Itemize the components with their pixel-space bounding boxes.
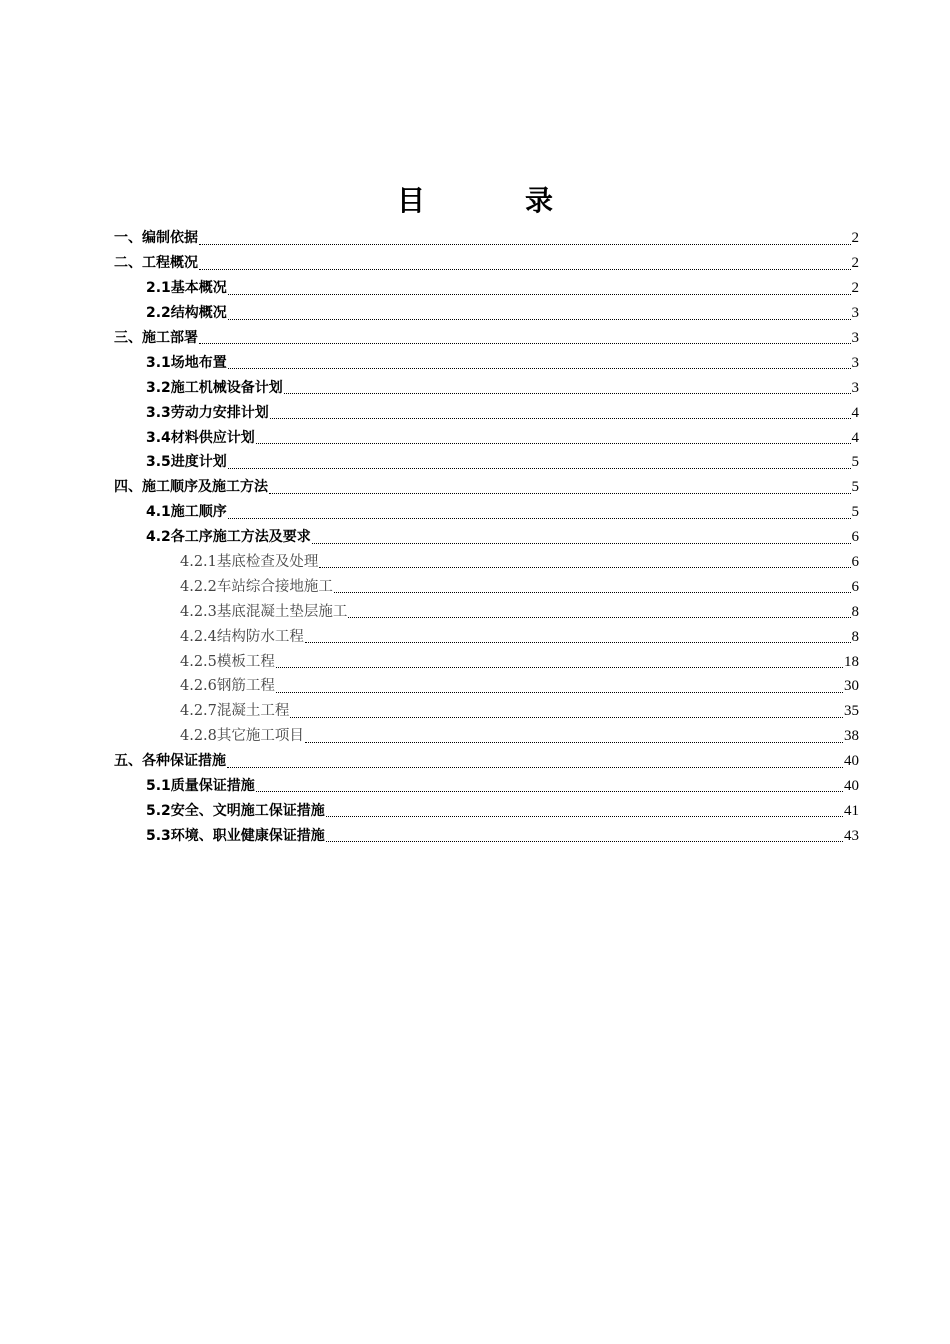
toc-page-number: 3 [851, 305, 859, 322]
toc-dot-leader [284, 393, 851, 394]
toc-entry[interactable] [0, 276, 950, 301]
toc-dot-leader [270, 418, 851, 419]
toc-page-number: 41 [844, 802, 859, 819]
toc-page-number: 5 [851, 479, 859, 496]
toc-dot-leader [228, 368, 851, 369]
toc-entry-label: 2.2结构概况 [146, 305, 227, 322]
toc-dot-leader [199, 269, 851, 270]
toc-page-number: 2 [851, 230, 859, 247]
toc-dot-leader [276, 667, 843, 668]
toc-entry[interactable] [0, 375, 950, 400]
toc-page-number: 2 [851, 280, 859, 297]
toc-entry[interactable] [0, 774, 950, 799]
toc-entry-label: 一、编制依据 [114, 230, 198, 247]
toc-entry-label: 3.5进度计划 [146, 454, 227, 471]
toc-entry[interactable] [0, 823, 950, 848]
toc-page-number: 5 [851, 504, 859, 521]
toc-entry-label: 五、各种保证措施 [114, 753, 226, 770]
toc-entry-label: 3.4材料供应计划 [146, 429, 255, 446]
toc-entry[interactable] [0, 550, 950, 575]
toc-entry[interactable] [0, 475, 950, 500]
toc-entry-label: 三、施工部署 [114, 330, 198, 346]
toc-entry-label: 4.2.8其它施工项目 [180, 728, 304, 745]
toc-entry-label: 3.2施工机械设备计划 [146, 379, 283, 396]
toc-entry[interactable] [0, 749, 950, 774]
toc-entry[interactable] [0, 525, 950, 550]
toc-dot-leader [269, 493, 851, 494]
toc-page-number: 5 [851, 454, 859, 471]
toc-page-number: 2 [851, 255, 859, 272]
toc-page-number: 6 [851, 529, 859, 546]
toc-entry[interactable] [0, 301, 950, 326]
toc-entry[interactable] [0, 350, 950, 375]
toc-entry-label: 4.2.3基底混凝土垫层施工 [180, 603, 348, 620]
toc-dot-leader [276, 692, 843, 693]
toc-dot-leader [290, 717, 843, 718]
toc-dot-leader [348, 617, 850, 618]
toc-entry[interactable] [0, 400, 950, 425]
toc-dot-leader [227, 767, 843, 768]
toc-dot-leader [228, 294, 851, 295]
toc-dot-leader [334, 592, 851, 593]
toc-entry[interactable] [0, 599, 950, 624]
toc-page-number: 8 [851, 628, 859, 645]
toc-entry-label: 4.2.1基底检查及处理 [180, 554, 319, 571]
toc-entry-label: 4.1施工顺序 [146, 504, 227, 521]
toc-page-number: 3 [851, 354, 859, 371]
toc-entry-label: 2.1基本概况 [146, 280, 227, 297]
toc-entry[interactable] [0, 624, 950, 649]
toc-page-number: 4 [851, 404, 859, 421]
toc-dot-leader [228, 319, 851, 320]
toc-entry-label: 二、工程概况 [114, 255, 198, 272]
toc-entry[interactable] [0, 251, 950, 276]
toc-entry[interactable] [0, 649, 950, 674]
page-title: 目 录 [396, 184, 589, 217]
toc-entry-label: 4.2.6钢筋工程 [180, 678, 275, 695]
toc-page-number: 18 [844, 653, 859, 670]
toc-page-number: 40 [844, 753, 859, 770]
toc-entry[interactable] [0, 226, 950, 251]
toc-entry-label: 3.1场地布置 [146, 354, 227, 371]
toc-entry[interactable] [0, 699, 950, 724]
toc-page-number: 38 [844, 728, 859, 745]
toc-entry[interactable] [0, 798, 950, 823]
toc-page-number: 3 [851, 330, 859, 346]
toc-entry[interactable] [0, 326, 950, 351]
toc-page-number: 6 [851, 578, 859, 595]
toc-entry[interactable] [0, 724, 950, 749]
toc-entry[interactable] [0, 425, 950, 450]
toc-entry-label: 4.2.4结构防水工程 [180, 628, 304, 645]
toc-entry-label: 四、施工顺序及施工方法 [114, 479, 268, 496]
toc-dot-leader [199, 343, 851, 344]
toc-entry[interactable] [0, 674, 950, 699]
toc-dot-leader [228, 468, 851, 469]
toc-dot-leader [326, 841, 843, 842]
toc-page-number: 6 [851, 554, 859, 571]
toc-entry-label: 4.2各工序施工方法及要求 [146, 529, 311, 546]
toc-dot-leader [326, 816, 843, 817]
toc-page-number: 4 [851, 429, 859, 446]
toc-dot-leader [199, 244, 851, 245]
toc-page-number: 8 [851, 603, 859, 620]
toc-page-number: 3 [851, 379, 859, 396]
toc-entry-label: 4.2.7混凝土工程 [180, 703, 290, 720]
toc-entry-label: 4.2.2车站综合接地施工 [180, 578, 333, 595]
toc-dot-leader [256, 443, 851, 444]
toc-dot-leader [305, 742, 843, 743]
toc-entry-label: 5.2安全、文明施工保证措施 [146, 802, 325, 819]
toc-dot-leader [228, 518, 851, 519]
toc-entry-label: 4.2.5模板工程 [180, 653, 275, 670]
toc-page-number: 40 [844, 778, 859, 795]
toc-entry[interactable] [0, 574, 950, 599]
toc-dot-leader [305, 642, 851, 643]
toc-entry-label: 5.1质量保证措施 [146, 778, 255, 795]
toc-page-number: 35 [844, 703, 859, 720]
toc-dot-leader [319, 567, 850, 568]
toc-entry-label: 5.3环境、职业健康保证措施 [146, 827, 325, 844]
toc-entry-label: 3.3劳动力安排计划 [146, 404, 269, 421]
table-of-contents [0, 226, 950, 848]
toc-entry[interactable] [0, 500, 950, 525]
toc-entry[interactable] [0, 450, 950, 475]
toc-dot-leader [256, 791, 843, 792]
toc-dot-leader [312, 543, 851, 544]
toc-page-number: 30 [844, 678, 859, 695]
toc-page-number: 43 [844, 827, 859, 844]
